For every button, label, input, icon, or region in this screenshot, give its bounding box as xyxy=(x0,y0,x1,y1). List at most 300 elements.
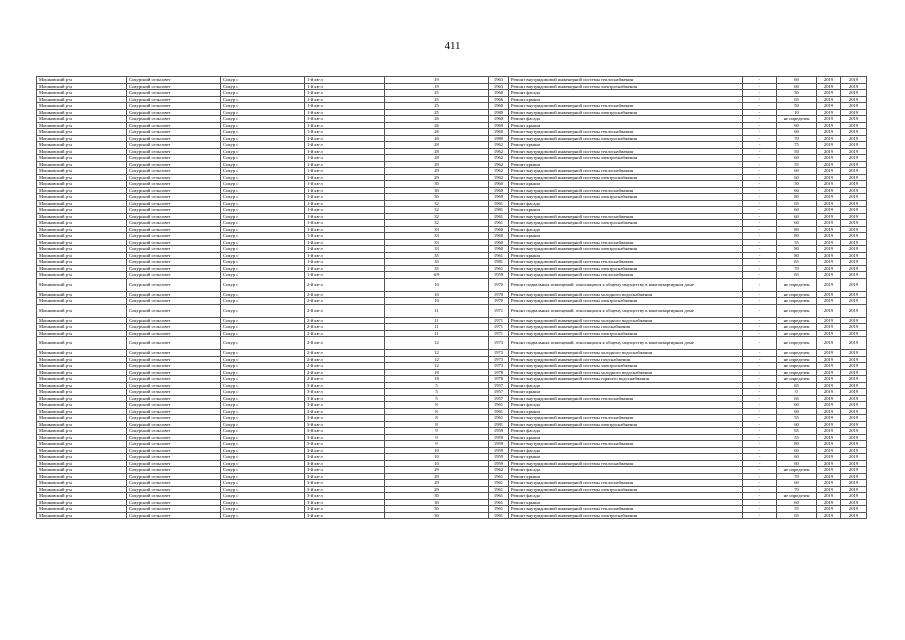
end-year-cell: 2019 xyxy=(841,499,867,506)
cost-cell: - xyxy=(743,194,777,201)
council-cell: Сокурский сельсовет xyxy=(127,90,221,97)
council-cell: Сокурский сельсовет xyxy=(127,408,221,415)
cost-cell: - xyxy=(743,96,777,103)
district-cell: Мошковский р-н xyxy=(37,187,127,194)
street-cell: 1-й кв-л xyxy=(305,272,385,279)
start-year-cell: 2019 xyxy=(817,265,841,272)
district-cell: Мошковский р-н xyxy=(37,278,127,291)
start-year-cell: 2019 xyxy=(817,395,841,402)
settlement-cell: Сокур с xyxy=(221,291,305,298)
street-cell: 1-й кв-л xyxy=(305,161,385,168)
council-cell: Сокурский сельсовет xyxy=(127,434,221,441)
house-cell: 12 xyxy=(385,356,489,363)
work-type-cell: Ремонт внутридомовой инженерной системы электроснабжения xyxy=(509,265,743,272)
end-year-cell: 2019 xyxy=(841,389,867,396)
work-type-cell: Ремонт внутридомовой инженерной системы электроснабжения xyxy=(509,246,743,253)
street-cell: 1-й кв-л xyxy=(305,122,385,129)
settlement-cell: Сокур с xyxy=(221,174,305,181)
settlement-cell: Сокур с xyxy=(221,233,305,240)
end-year-cell: 2019 xyxy=(841,259,867,266)
district-cell: Мошковский р-н xyxy=(37,109,127,116)
council-cell: Сокурский сельсовет xyxy=(127,142,221,149)
cost-cell: - xyxy=(743,454,777,461)
year-built-cell: 1970 xyxy=(489,278,509,291)
street-cell: 1-й кв-л xyxy=(305,83,385,90)
settlement-cell: Сокур с xyxy=(221,350,305,357)
year-built-cell: 1981 xyxy=(489,207,509,214)
district-cell: Мошковский р-н xyxy=(37,473,127,480)
start-year-cell: 2019 xyxy=(817,168,841,175)
end-year-cell: 2019 xyxy=(841,486,867,493)
area-cell: 55 xyxy=(777,239,817,246)
area-cell: не определен xyxy=(777,356,817,363)
area-cell: не определен xyxy=(777,291,817,298)
end-year-cell: 2019 xyxy=(841,109,867,116)
council-cell: Сокурский сельсовет xyxy=(127,246,221,253)
district-cell: Мошковский р-н xyxy=(37,168,127,175)
year-built-cell: 1960 xyxy=(489,103,509,110)
work-type-cell: Ремонт внутридомовой инженерной системы газоснабжения xyxy=(509,356,743,363)
work-type-cell: Ремонт внутридомовой инженерной системы теплоснабжения xyxy=(509,213,743,220)
house-cell: 9 xyxy=(385,428,489,435)
council-cell: Сокурский сельсовет xyxy=(127,122,221,129)
settlement-cell: Сокур с xyxy=(221,77,305,84)
cost-cell: - xyxy=(743,512,777,519)
year-built-cell: 1961 xyxy=(489,408,509,415)
start-year-cell: 2019 xyxy=(817,90,841,97)
council-cell: Сокурский сельсовет xyxy=(127,317,221,324)
start-year-cell: 2019 xyxy=(817,441,841,448)
cost-cell: - xyxy=(743,109,777,116)
street-cell: 3-й кв-л xyxy=(305,473,385,480)
settlement-cell: Сокур с xyxy=(221,90,305,97)
district-cell: Мошковский р-н xyxy=(37,252,127,259)
street-cell: 1-й кв-л xyxy=(305,103,385,110)
settlement-cell: Сокур с xyxy=(221,109,305,116)
district-cell: Мошковский р-н xyxy=(37,337,127,350)
council-cell: Сокурский сельсовет xyxy=(127,252,221,259)
settlement-cell: Сокур с xyxy=(221,181,305,188)
area-cell: не определен xyxy=(777,116,817,123)
cost-cell: - xyxy=(743,324,777,331)
cost-cell: - xyxy=(743,200,777,207)
settlement-cell: Сокур с xyxy=(221,467,305,474)
house-cell: 33 xyxy=(385,239,489,246)
area-cell: 65 xyxy=(777,512,817,519)
cost-cell: - xyxy=(743,467,777,474)
district-cell: Мошковский р-н xyxy=(37,90,127,97)
house-cell: 11 xyxy=(385,330,489,337)
house-cell: 29 xyxy=(385,161,489,168)
area-cell: 65 xyxy=(777,395,817,402)
house-cell: 8 xyxy=(385,408,489,415)
council-cell: Сокурский сельсовет xyxy=(127,486,221,493)
settlement-cell: Сокур с xyxy=(221,129,305,136)
area-cell: не определен xyxy=(777,317,817,324)
year-built-cell: 1962 xyxy=(489,155,509,162)
house-cell: 30 xyxy=(385,493,489,500)
work-type-cell: Ремонт внутридомовой инженерной системы электроснабжения xyxy=(509,330,743,337)
work-type-cell: Ремонт фасада xyxy=(509,493,743,500)
cost-cell: - xyxy=(743,135,777,142)
year-built-cell: 1960 xyxy=(489,116,509,123)
council-cell: Сокурский сельсовет xyxy=(127,493,221,500)
cost-cell: - xyxy=(743,486,777,493)
council-cell: Сокурский сельсовет xyxy=(127,174,221,181)
council-cell: Сокурский сельсовет xyxy=(127,324,221,331)
area-cell: не определен xyxy=(777,493,817,500)
work-type-cell: Ремонт крыши xyxy=(509,233,743,240)
cost-cell: - xyxy=(743,278,777,291)
start-year-cell: 2019 xyxy=(817,473,841,480)
end-year-cell: 2019 xyxy=(841,142,867,149)
start-year-cell: 2019 xyxy=(817,122,841,129)
street-cell: 3-й кв-л xyxy=(305,428,385,435)
street-cell: 3-й кв-л xyxy=(305,434,385,441)
house-cell: 28 xyxy=(385,155,489,162)
year-built-cell: 1978 xyxy=(489,376,509,383)
cost-cell: - xyxy=(743,473,777,480)
house-cell: 11 xyxy=(385,324,489,331)
start-year-cell: 2019 xyxy=(817,460,841,467)
area-cell: не определен xyxy=(777,363,817,370)
cost-cell: - xyxy=(743,499,777,506)
council-cell: Сокурский сельсовет xyxy=(127,135,221,142)
house-cell: 9 xyxy=(385,441,489,448)
council-cell: Сокурский сельсовет xyxy=(127,304,221,317)
year-built-cell: 1961 xyxy=(489,220,509,227)
settlement-cell: Сокур с xyxy=(221,382,305,389)
area-cell: 70 xyxy=(777,135,817,142)
district-cell: Мошковский р-н xyxy=(37,506,127,513)
street-cell: 3-й кв-л xyxy=(305,480,385,487)
year-built-cell: 1961 xyxy=(489,213,509,220)
year-built-cell: 1971 xyxy=(489,304,509,317)
district-cell: Мошковский р-н xyxy=(37,369,127,376)
work-type-cell: Ремонт внутридомовой инженерной системы электроснабжения xyxy=(509,220,743,227)
area-cell: 60 xyxy=(777,447,817,454)
end-year-cell: 2019 xyxy=(841,441,867,448)
council-cell: Сокурский сельсовет xyxy=(127,194,221,201)
year-built-cell: 1957 xyxy=(489,382,509,389)
area-cell: 80 xyxy=(777,246,817,253)
work-type-cell: Ремонт крыши xyxy=(509,96,743,103)
work-type-cell: Ремонт внутридомовой инженерной системы теплоснабжения xyxy=(509,103,743,110)
settlement-cell: Сокур с xyxy=(221,506,305,513)
settlement-cell: Сокур с xyxy=(221,220,305,227)
house-cell: 30 xyxy=(385,499,489,506)
work-type-cell: Ремонт фасада xyxy=(509,382,743,389)
start-year-cell: 2019 xyxy=(817,272,841,279)
settlement-cell: Сокур с xyxy=(221,155,305,162)
work-type-cell: Ремонт внутридомовой инженерной системы электроснабжения xyxy=(509,486,743,493)
district-cell: Мошковский р-н xyxy=(37,350,127,357)
start-year-cell: 2019 xyxy=(817,213,841,220)
district-cell: Мошковский р-н xyxy=(37,233,127,240)
start-year-cell: 2019 xyxy=(817,83,841,90)
street-cell: 2-й кв-л xyxy=(305,298,385,305)
end-year-cell: 2019 xyxy=(841,200,867,207)
area-cell: 60 xyxy=(777,122,817,129)
house-cell: 10 xyxy=(385,298,489,305)
settlement-cell: Сокур с xyxy=(221,389,305,396)
area-cell: 65 xyxy=(777,200,817,207)
street-cell: 3-й кв-л xyxy=(305,421,385,428)
district-cell: Мошковский р-н xyxy=(37,148,127,155)
cost-cell: - xyxy=(743,233,777,240)
year-built-cell: 1961 xyxy=(489,473,509,480)
start-year-cell: 2019 xyxy=(817,194,841,201)
start-year-cell: 2019 xyxy=(817,408,841,415)
district-cell: Мошковский р-н xyxy=(37,194,127,201)
house-cell: 28 xyxy=(385,148,489,155)
street-cell: 1-й кв-л xyxy=(305,142,385,149)
house-cell: 5 xyxy=(385,395,489,402)
settlement-cell: Сокур с xyxy=(221,499,305,506)
cost-cell: - xyxy=(743,174,777,181)
settlement-cell: Сокур с xyxy=(221,265,305,272)
year-built-cell: 1960 xyxy=(489,90,509,97)
year-built-cell: 1970 xyxy=(489,298,509,305)
year-built-cell: 1961 xyxy=(489,506,509,513)
district-cell: Мошковский р-н xyxy=(37,200,127,207)
street-cell: 3-й кв-л xyxy=(305,382,385,389)
end-year-cell: 2019 xyxy=(841,421,867,428)
year-built-cell: 1960 xyxy=(489,181,509,188)
settlement-cell: Сокур с xyxy=(221,187,305,194)
year-built-cell: 1961 xyxy=(489,499,509,506)
year-built-cell: 1959 xyxy=(489,447,509,454)
settlement-cell: Сокур с xyxy=(221,317,305,324)
house-cell: 26 xyxy=(385,116,489,123)
work-type-cell: Ремонт фасада xyxy=(509,428,743,435)
council-cell: Сокурский сельсовет xyxy=(127,226,221,233)
end-year-cell: 2019 xyxy=(841,363,867,370)
year-built-cell: 1961 xyxy=(489,493,509,500)
cost-cell: - xyxy=(743,252,777,259)
settlement-cell: Сокур с xyxy=(221,363,305,370)
year-built-cell: 1960 xyxy=(489,187,509,194)
start-year-cell: 2019 xyxy=(817,116,841,123)
start-year-cell: 2019 xyxy=(817,77,841,84)
settlement-cell: Сокур с xyxy=(221,512,305,519)
end-year-cell: 2019 xyxy=(841,447,867,454)
council-cell: Сокурский сельсовет xyxy=(127,220,221,227)
end-year-cell: 2019 xyxy=(841,77,867,84)
street-cell: 2-й кв-л xyxy=(305,356,385,363)
street-cell: 2-й кв-л xyxy=(305,330,385,337)
district-cell: Мошковский р-н xyxy=(37,317,127,324)
street-cell: 1-й кв-л xyxy=(305,194,385,201)
start-year-cell: 2019 xyxy=(817,298,841,305)
council-cell: Сокурский сельсовет xyxy=(127,200,221,207)
street-cell: 2-й кв-л xyxy=(305,324,385,331)
district-cell: Мошковский р-н xyxy=(37,499,127,506)
year-built-cell: 1969 xyxy=(489,122,509,129)
work-type-cell: Ремонт внутридомовой инженерной системы газоснабжения xyxy=(509,324,743,331)
street-cell: 1-й кв-л xyxy=(305,181,385,188)
council-cell: Сокурский сельсовет xyxy=(127,155,221,162)
end-year-cell: 2019 xyxy=(841,337,867,350)
street-cell: 1-й кв-л xyxy=(305,226,385,233)
street-cell: 3-й кв-л xyxy=(305,454,385,461)
area-cell: 60 xyxy=(777,168,817,175)
council-cell: Сокурский сельсовет xyxy=(127,148,221,155)
work-type-cell: Ремонт подвальных помещений, относящихся к общему имуществу в многоквартирном доме xyxy=(509,337,743,350)
council-cell: Сокурский сельсовет xyxy=(127,337,221,350)
year-built-cell: 1963 xyxy=(489,83,509,90)
end-year-cell: 2019 xyxy=(841,506,867,513)
year-built-cell: 1973 xyxy=(489,350,509,357)
start-year-cell: 2019 xyxy=(817,246,841,253)
cost-cell: - xyxy=(743,337,777,350)
settlement-cell: Сокур с xyxy=(221,356,305,363)
end-year-cell: 2019 xyxy=(841,194,867,201)
settlement-cell: Сокур с xyxy=(221,194,305,201)
start-year-cell: 2019 xyxy=(817,480,841,487)
street-cell: 2-й кв-л xyxy=(305,350,385,357)
district-cell: Мошковский р-н xyxy=(37,96,127,103)
house-cell: 29 xyxy=(385,168,489,175)
work-type-cell: Ремонт внутридомовой инженерной системы электроснабжения xyxy=(509,155,743,162)
end-year-cell: 2019 xyxy=(841,116,867,123)
cost-cell: - xyxy=(743,168,777,175)
settlement-cell: Сокур с xyxy=(221,330,305,337)
area-cell: 60 xyxy=(777,402,817,409)
end-year-cell: 2019 xyxy=(841,226,867,233)
start-year-cell: 2019 xyxy=(817,317,841,324)
end-year-cell: 2019 xyxy=(841,454,867,461)
district-cell: Мошковский р-н xyxy=(37,447,127,454)
council-cell: Сокурский сельсовет xyxy=(127,109,221,116)
district-cell: Мошковский р-н xyxy=(37,265,127,272)
year-built-cell: 1959 xyxy=(489,428,509,435)
street-cell: 1-й кв-л xyxy=(305,246,385,253)
area-cell: не определен xyxy=(777,278,817,291)
settlement-cell: Сокур с xyxy=(221,376,305,383)
settlement-cell: Сокур с xyxy=(221,213,305,220)
cost-cell: - xyxy=(743,395,777,402)
end-year-cell: 2019 xyxy=(841,213,867,220)
cost-cell: - xyxy=(743,103,777,110)
street-cell: 1-й кв-л xyxy=(305,220,385,227)
district-cell: Мошковский р-н xyxy=(37,239,127,246)
start-year-cell: 2019 xyxy=(817,493,841,500)
house-cell: 28 xyxy=(385,142,489,149)
area-cell: 60 xyxy=(777,187,817,194)
district-cell: Мошковский р-н xyxy=(37,408,127,415)
council-cell: Сокурский сельсовет xyxy=(127,415,221,422)
settlement-cell: Сокур с xyxy=(221,278,305,291)
street-cell: 3-й кв-л xyxy=(305,415,385,422)
area-cell: 70 xyxy=(777,473,817,480)
end-year-cell: 2019 xyxy=(841,376,867,383)
start-year-cell: 2019 xyxy=(817,447,841,454)
start-year-cell: 2019 xyxy=(817,363,841,370)
work-type-cell: Ремонт крыши xyxy=(509,161,743,168)
cost-cell: - xyxy=(743,330,777,337)
area-cell: не определен xyxy=(777,304,817,317)
house-cell: 9 xyxy=(385,434,489,441)
district-cell: Мошковский р-н xyxy=(37,83,127,90)
cost-cell: - xyxy=(743,77,777,84)
area-cell: 80 xyxy=(777,441,817,448)
start-year-cell: 2019 xyxy=(817,109,841,116)
work-type-cell: Ремонт внутридомовой инженерной системы теплоснабжения xyxy=(509,415,743,422)
settlement-cell: Сокур с xyxy=(221,421,305,428)
start-year-cell: 2019 xyxy=(817,207,841,214)
work-type-cell: Ремонт подвальных помещений, относящихся к общему имуществу в многоквартирном доме xyxy=(509,278,743,291)
area-cell: не определен xyxy=(777,324,817,331)
start-year-cell: 2019 xyxy=(817,356,841,363)
cost-cell: - xyxy=(743,447,777,454)
start-year-cell: 2019 xyxy=(817,278,841,291)
settlement-cell: Сокур с xyxy=(221,252,305,259)
end-year-cell: 2019 xyxy=(841,103,867,110)
cost-cell: - xyxy=(743,421,777,428)
repair-schedule-table xyxy=(36,76,867,519)
end-year-cell: 2019 xyxy=(841,272,867,279)
cost-cell: - xyxy=(743,382,777,389)
settlement-cell: Сокур с xyxy=(221,447,305,454)
work-type-cell: Ремонт внутридомовой инженерной системы теплоснабжения xyxy=(509,506,743,513)
work-type-cell: Ремонт внутридомовой инженерной системы электроснабжения xyxy=(509,194,743,201)
house-cell: 35 xyxy=(385,259,489,266)
settlement-cell: Сокур с xyxy=(221,480,305,487)
settlement-cell: Сокур с xyxy=(221,135,305,142)
area-cell: 60 xyxy=(777,454,817,461)
year-built-cell: 1962 xyxy=(489,467,509,474)
end-year-cell: 2019 xyxy=(841,415,867,422)
council-cell: Сокурский сельсовет xyxy=(127,77,221,84)
start-year-cell: 2019 xyxy=(817,428,841,435)
year-built-cell: 1959 xyxy=(489,454,509,461)
work-type-cell: Ремонт подвальных помещений, относящихся к общему имуществу в многоквартирном доме xyxy=(509,304,743,317)
council-cell: Сокурский сельсовет xyxy=(127,369,221,376)
street-cell: 1-й кв-л xyxy=(305,187,385,194)
work-type-cell: Ремонт внутридомовой инженерной системы электроснабжения xyxy=(509,512,743,519)
street-cell: 3-й кв-л xyxy=(305,408,385,415)
cost-cell: - xyxy=(743,428,777,435)
area-cell: 60 xyxy=(777,480,817,487)
district-cell: Мошковский р-н xyxy=(37,434,127,441)
year-built-cell: 1961 xyxy=(489,486,509,493)
district-cell: Мошковский р-н xyxy=(37,330,127,337)
work-type-cell: Ремонт внутридомовой инженерной системы теплоснабжения xyxy=(509,480,743,487)
district-cell: Мошковский р-н xyxy=(37,460,127,467)
start-year-cell: 2019 xyxy=(817,103,841,110)
street-cell: 1-й кв-л xyxy=(305,213,385,220)
cost-cell: - xyxy=(743,291,777,298)
district-cell: Мошковский р-н xyxy=(37,122,127,129)
area-cell: 80 xyxy=(777,194,817,201)
settlement-cell: Сокур с xyxy=(221,460,305,467)
end-year-cell: 2019 xyxy=(841,174,867,181)
council-cell: Сокурский сельсовет xyxy=(127,96,221,103)
area-cell: 10 xyxy=(777,109,817,116)
house-cell: 32 xyxy=(385,213,489,220)
street-cell: 2-й кв-л xyxy=(305,363,385,370)
street-cell: 1-й кв-л xyxy=(305,239,385,246)
house-cell: 30 xyxy=(385,512,489,519)
council-cell: Сокурский сельсовет xyxy=(127,207,221,214)
area-cell: 65 xyxy=(777,382,817,389)
house-cell: 25 xyxy=(385,109,489,116)
end-year-cell: 2019 xyxy=(841,291,867,298)
year-built-cell: 1971 xyxy=(489,317,509,324)
start-year-cell: 2019 xyxy=(817,181,841,188)
cost-cell: - xyxy=(743,207,777,214)
